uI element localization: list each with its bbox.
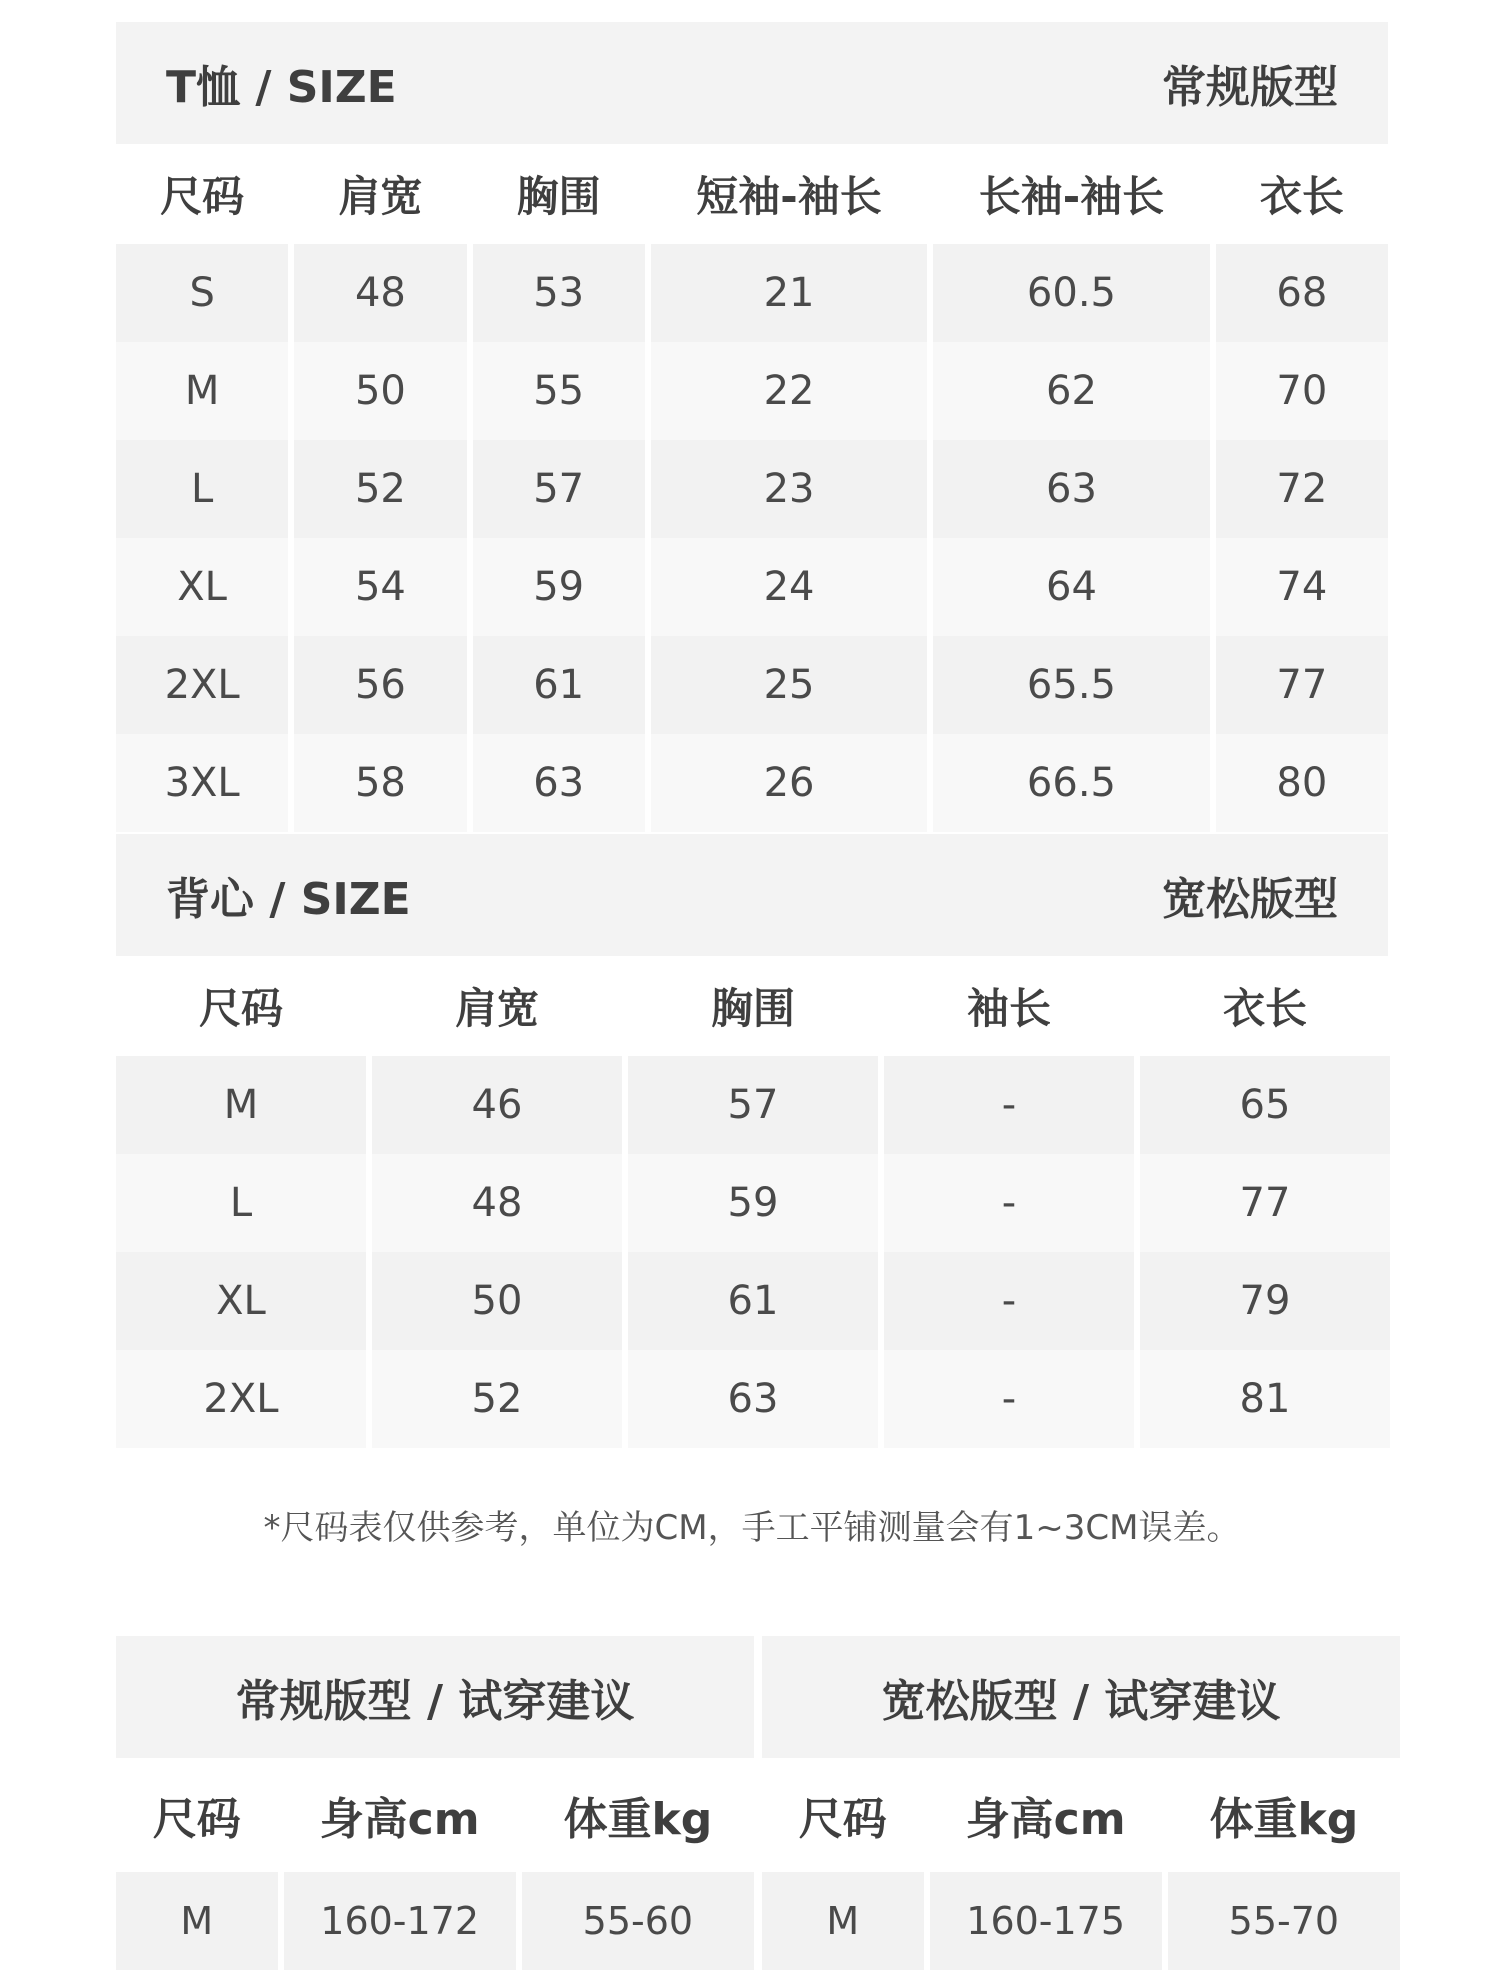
table-row [116, 636, 1388, 734]
column-header: 衣长 [1216, 144, 1388, 244]
table-row [116, 440, 1388, 538]
table-cell: 70 [1216, 342, 1388, 440]
table-cell: 3XL [116, 734, 288, 832]
table-cell: 25 [651, 636, 927, 734]
table-cell: - [884, 1056, 1134, 1154]
table-cell: 2XL [116, 1350, 366, 1448]
column-header: 尺码 [116, 956, 366, 1056]
table-cell: 24 [651, 538, 927, 636]
table-cell: 57 [473, 440, 645, 538]
column-header: 长袖-袖长 [933, 144, 1209, 244]
table-cell: XL [116, 538, 288, 636]
table-cell: 72 [1216, 440, 1388, 538]
table-cell: - [884, 1252, 1134, 1350]
table-cell: 77 [1140, 1154, 1390, 1252]
column-header: 胸围 [473, 144, 645, 244]
table-row [116, 1350, 1390, 1448]
column-header: 肩宽 [372, 956, 622, 1056]
table-cell: 160-175 [930, 1872, 1162, 1970]
column-header: 袖长 [884, 956, 1134, 1056]
table-row [116, 342, 1388, 440]
table-row [116, 1252, 1390, 1350]
table-cell: 55 [473, 342, 645, 440]
vest-header-row [116, 956, 1390, 1056]
table-cell: 50 [372, 1252, 622, 1350]
table-cell: M [762, 1872, 924, 1970]
vest-title-bar [116, 834, 1388, 956]
table-row [116, 538, 1388, 636]
column-header: 尺码 [116, 1758, 278, 1872]
table-cell: 56 [294, 636, 466, 734]
table-cell: 160-172 [284, 1872, 516, 1970]
table-cell: 65 [1140, 1056, 1390, 1154]
table-cell: 2XL [116, 636, 288, 734]
table-cell: 48 [294, 244, 466, 342]
column-header: 短袖-袖长 [651, 144, 927, 244]
table-cell: 80 [1216, 734, 1388, 832]
column-header: 胸围 [628, 956, 878, 1056]
table-cell: 62 [933, 342, 1209, 440]
table-row [116, 244, 1388, 342]
table-cell: 74 [1216, 538, 1388, 636]
table-cell: 22 [651, 342, 927, 440]
column-header: 肩宽 [294, 144, 466, 244]
tshirt-size-table [110, 144, 1394, 832]
table-cell: 65.5 [933, 636, 1209, 734]
table-cell: 77 [1216, 636, 1388, 734]
regular-suggestion-table [110, 1758, 760, 1970]
table-cell: 58 [294, 734, 466, 832]
table-cell: M [116, 1872, 278, 1970]
vest-title: 背心 / SIZE [166, 874, 411, 925]
table-cell: 61 [628, 1252, 878, 1350]
column-header: 体重kg [1168, 1758, 1400, 1872]
table-cell: 52 [372, 1350, 622, 1448]
table-cell: XL [116, 1252, 366, 1350]
table-cell: 55-60 [522, 1872, 754, 1970]
table-cell: 59 [628, 1154, 878, 1252]
column-header: 身高cm [930, 1758, 1162, 1872]
loose-suggestion-header-row [762, 1758, 1400, 1872]
table-cell: 21 [651, 244, 927, 342]
tshirt-size-section [116, 22, 1388, 832]
table-cell: - [884, 1350, 1134, 1448]
table-row [116, 1154, 1390, 1252]
table-cell: 61 [473, 636, 645, 734]
loose-suggestion-table [756, 1758, 1406, 1970]
table-row [116, 734, 1388, 832]
table-cell: 60.5 [933, 244, 1209, 342]
tshirt-title-bar [116, 22, 1388, 144]
regular-suggestion-title: 常规版型 / 试穿建议 [116, 1636, 754, 1758]
table-cell: 64 [933, 538, 1209, 636]
table-cell: 23 [651, 440, 927, 538]
column-header: 体重kg [522, 1758, 754, 1872]
table-cell: 59 [473, 538, 645, 636]
table-cell: 55-70 [1168, 1872, 1400, 1970]
table-cell: M [116, 1056, 366, 1154]
table-cell: 63 [473, 734, 645, 832]
vest-size-table [110, 956, 1396, 1448]
table-cell: 63 [933, 440, 1209, 538]
table-row [116, 1056, 1390, 1154]
vest-fit-label: 宽松版型 [1162, 874, 1338, 925]
table-cell: 66.5 [933, 734, 1209, 832]
tshirt-header-row [116, 144, 1388, 244]
table-cell: 26 [651, 734, 927, 832]
table-cell: 57 [628, 1056, 878, 1154]
tshirt-title: T恤 / SIZE [166, 62, 397, 113]
column-header: 尺码 [116, 144, 288, 244]
regular-suggestion-header-row [116, 1758, 754, 1872]
loose-suggestion-title: 宽松版型 / 试穿建议 [762, 1636, 1400, 1758]
table-row [762, 1872, 1400, 1970]
table-cell: 63 [628, 1350, 878, 1448]
table-cell: S [116, 244, 288, 342]
table-cell: 48 [372, 1154, 622, 1252]
measurement-note: *尺码表仅供参考，单位为CM，手工平铺测量会有1~3CM误差。 [263, 1508, 1241, 1548]
table-cell: - [884, 1154, 1134, 1252]
column-header: 身高cm [284, 1758, 516, 1872]
tshirt-fit-label: 常规版型 [1162, 62, 1338, 113]
table-cell: M [116, 342, 288, 440]
table-cell: L [116, 440, 288, 538]
table-row [116, 1872, 754, 1970]
table-cell: 54 [294, 538, 466, 636]
table-cell: 68 [1216, 244, 1388, 342]
table-cell: 52 [294, 440, 466, 538]
vest-size-section [116, 834, 1388, 1448]
table-cell: 50 [294, 342, 466, 440]
table-cell: 46 [372, 1056, 622, 1154]
column-header: 衣长 [1140, 956, 1390, 1056]
table-cell: 81 [1140, 1350, 1390, 1448]
table-cell: 53 [473, 244, 645, 342]
table-cell: 79 [1140, 1252, 1390, 1350]
table-cell: L [116, 1154, 366, 1252]
column-header: 尺码 [762, 1758, 924, 1872]
